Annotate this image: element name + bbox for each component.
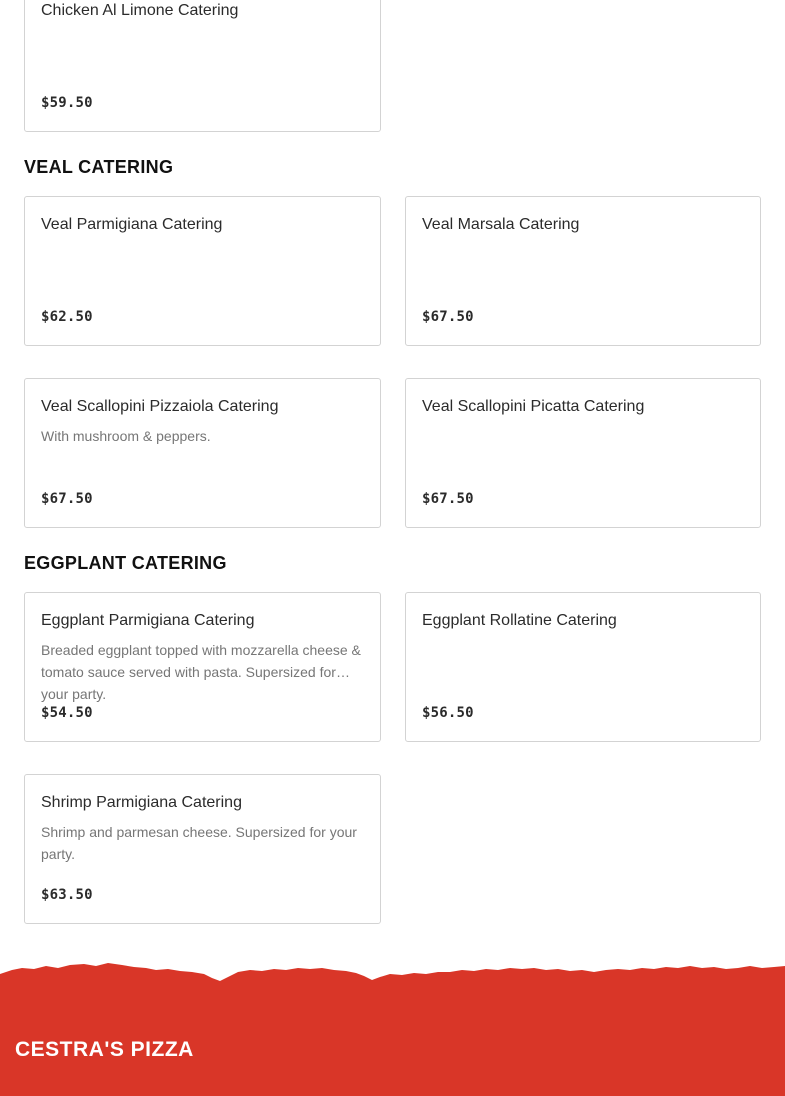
- menu-item-description: With mushroom & peppers.: [41, 428, 211, 444]
- menu-item-name: Eggplant Parmigiana Catering: [41, 612, 255, 629]
- menu-item-card[interactable]: [24, 592, 381, 742]
- menu-item-name: Eggplant Rollatine Catering: [422, 612, 617, 629]
- menu-item-card[interactable]: [24, 0, 381, 132]
- menu-item-price: $67.50: [422, 491, 474, 507]
- footer-brand-link[interactable]: CESTRA'S PIZZA: [15, 1038, 194, 1061]
- menu-item-description: Breaded eggplant topped with mozzarella cheese & tomato sauce served with pasta. Supersized for your party.: [41, 642, 361, 702]
- section-title-veal: VEAL CATERING: [24, 157, 174, 177]
- menu-item-name: Veal Marsala Catering: [422, 216, 580, 233]
- menu-item-price: $62.50: [41, 309, 93, 325]
- section-title-eggplant: EGGPLANT CATERING: [24, 553, 227, 573]
- menu-item-card[interactable]: [24, 196, 381, 346]
- menu-item-price: $59.50: [41, 95, 93, 111]
- menu-item-name: Veal Scallopini Picatta Catering: [422, 398, 645, 415]
- menu-item-card[interactable]: [405, 592, 761, 742]
- menu-item-card[interactable]: [24, 774, 381, 924]
- menu-item-name: Veal Scallopini Pizzaiola Catering: [41, 398, 279, 415]
- menu-item-price: $67.50: [41, 491, 93, 507]
- menu-item-card[interactable]: [405, 378, 761, 528]
- menu-item-price: $63.50: [41, 887, 93, 903]
- menu-item-name: Veal Parmigiana Catering: [41, 216, 223, 233]
- menu-item-card[interactable]: [24, 378, 381, 528]
- menu-item-name: Chicken Al Limone Catering: [41, 2, 239, 19]
- menu-item-price: $56.50: [422, 705, 474, 721]
- menu-item-card[interactable]: [405, 196, 761, 346]
- site-footer: [0, 960, 785, 1096]
- menu-item-price: $67.50: [422, 309, 474, 325]
- footer-background: [0, 963, 785, 1096]
- torn-paper-edge: [0, 960, 785, 1096]
- menu-item-price: $54.50: [41, 705, 93, 721]
- menu-item-name: Shrimp Parmigiana Catering: [41, 794, 242, 811]
- menu-item-description: Shrimp and parmesan cheese. Supersized for your party.: [41, 824, 357, 862]
